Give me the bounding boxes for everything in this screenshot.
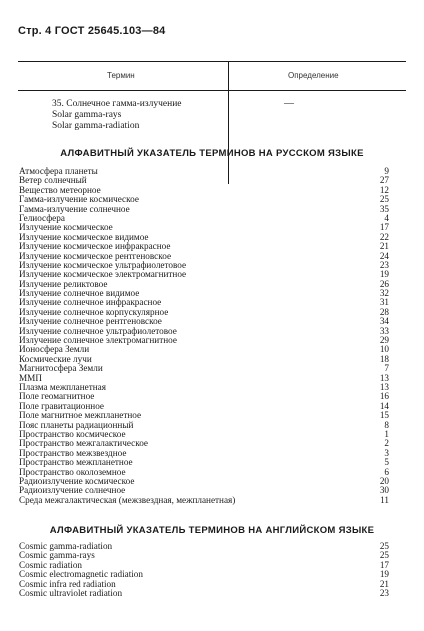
- index-term: Излучение космическое ультрафиолетовое: [19, 259, 187, 270]
- index-term: Гамма-излучение космическое: [19, 194, 139, 205]
- index-term: Вещество метеорное: [19, 184, 101, 195]
- index-number: 20: [379, 475, 389, 486]
- index-term: Излучение космическое видимое: [19, 231, 149, 242]
- index-term: Cosmic infra red radiation: [19, 578, 116, 589]
- index-number: 16: [379, 391, 389, 402]
- index-term: Пояс планеты радиационный: [19, 419, 134, 430]
- index-number: 26: [379, 278, 389, 289]
- index-number: 13: [379, 381, 389, 392]
- index-number: 10: [379, 344, 389, 355]
- index-term: Излучение солнечное ультрафиолетовое: [19, 325, 177, 336]
- index-term: Ионосфера Земли: [19, 344, 90, 355]
- index-term: Излучение солнечное электромагнитное: [19, 335, 177, 346]
- index-number: 3: [384, 447, 389, 458]
- index-term: Cosmic electromagnetic radiation: [19, 569, 143, 580]
- index-term: Поле геомагнитное: [19, 391, 95, 402]
- index-term: Ветер солнечный: [19, 175, 87, 186]
- index-number: 23: [379, 259, 389, 270]
- index-number: 35: [379, 203, 389, 214]
- index-entry: [19, 205, 389, 214]
- index-entry: [19, 364, 389, 373]
- table-top-rule: [18, 61, 406, 62]
- column-header-term: Термин: [107, 71, 135, 80]
- index-number: 1: [384, 428, 389, 439]
- index-number: 24: [379, 250, 389, 261]
- index-number: 28: [379, 306, 389, 317]
- index-term: Излучение реликтовое: [19, 278, 108, 289]
- index-entry: [19, 589, 389, 598]
- index-term: Излучение солнечное корпускулярное: [19, 306, 169, 317]
- index-term: Гелиосфера: [19, 212, 65, 223]
- index-number: 9: [384, 166, 389, 176]
- table-column-divider: [228, 61, 229, 184]
- index-term: Пространство околоземное: [19, 466, 126, 477]
- index-term: Излучение космическое инфракрасное: [19, 241, 171, 252]
- english-index-list: [19, 542, 389, 598]
- index-term: Плазма межпланетная: [19, 381, 106, 392]
- index-number: 6: [384, 466, 389, 477]
- index-term: Радиоизлучение космическое: [19, 475, 135, 486]
- index-term: Излучение солнечное видимое: [19, 288, 140, 299]
- table-entry-line: Solar gamma-radiation: [52, 121, 140, 131]
- index-number: 7: [384, 363, 389, 374]
- index-term: Магнитосфера Земли: [19, 363, 103, 374]
- column-header-definition: Определение: [288, 71, 339, 80]
- index-term: Среда межгалактическая (межзвездная, межпланетная): [19, 494, 236, 505]
- index-number: 30: [379, 485, 389, 496]
- index-term: Cosmic gamma-radiation: [19, 541, 113, 551]
- index-number: 25: [379, 194, 389, 205]
- index-term: Cosmic gamma-rays: [19, 550, 95, 561]
- index-number: 27: [379, 175, 389, 186]
- table-entry-line: Solar gamma-rays: [52, 110, 122, 120]
- index-number: 23: [379, 587, 389, 598]
- index-number: 17: [379, 559, 389, 570]
- index-term: Атмосфера планеты: [19, 166, 98, 176]
- index-number: 25: [379, 550, 389, 561]
- index-term: Излучение космическое рентгеновское: [19, 250, 172, 261]
- index-term: Гамма-излучение солнечное: [19, 203, 130, 214]
- index-number: 31: [379, 297, 389, 308]
- table-entry-line: 35. Солнечное гамма-излучение: [52, 99, 182, 109]
- index-term: Излучение солнечное рентгеновское: [19, 316, 162, 327]
- index-term: Пространство космическое: [19, 428, 126, 439]
- index-number: 12: [379, 184, 389, 195]
- index-number: 15: [379, 410, 389, 421]
- index-number: 13: [379, 372, 389, 383]
- russian-index-list: [19, 167, 389, 505]
- index-number: 25: [379, 541, 389, 551]
- index-number: 22: [379, 231, 389, 242]
- index-number: 18: [379, 353, 389, 364]
- index-term: Cosmic ultraviolet radiation: [19, 587, 123, 598]
- index-term: Излучение космическое электромагнитное: [19, 269, 187, 280]
- index-number: 5: [384, 457, 389, 468]
- index-entry: [19, 496, 389, 505]
- page-header: Стр. 4 ГОСТ 25645.103—84: [18, 25, 166, 37]
- index-term: ММП: [19, 372, 42, 383]
- index-number: 34: [379, 316, 389, 327]
- index-number: 19: [379, 569, 389, 580]
- index-number: 32: [379, 288, 389, 299]
- index-term: Пространство межпланетное: [19, 457, 133, 468]
- index-number: 2: [384, 438, 389, 449]
- index-number: 19: [379, 269, 389, 280]
- index-number: 8: [384, 419, 389, 430]
- index-term: Излучение космическое: [19, 222, 113, 233]
- index-number: 21: [379, 578, 389, 589]
- index-number: 11: [380, 494, 389, 505]
- index-term: Космические лучи: [19, 353, 92, 364]
- index-term: Cosmic radiation: [19, 559, 83, 570]
- index-number: 21: [379, 241, 389, 252]
- table-header-rule: [18, 90, 406, 91]
- table-definition: —: [284, 98, 294, 109]
- english-index-title: АЛФАВИТНЫЙ УКАЗАТЕЛЬ ТЕРМИНОВ НА АНГЛИЙСКОМ ЯЗЫКЕ: [49, 525, 375, 536]
- index-number: 17: [379, 222, 389, 233]
- index-term: Поле магнитное межпланетное: [19, 410, 142, 421]
- index-number: 29: [379, 335, 389, 346]
- index-term: Пространство межгалактическое: [19, 438, 148, 449]
- russian-index-title: АЛФАВИТНЫЙ УКАЗАТЕЛЬ ТЕРМИНОВ НА РУССКОМ ЯЗЫКЕ: [60, 148, 364, 159]
- index-term: Излучение солнечное инфракрасное: [19, 297, 162, 308]
- index-number: 4: [384, 212, 389, 223]
- index-number: 14: [379, 400, 389, 411]
- index-number: 33: [379, 325, 389, 336]
- index-term: Радиоизлучение солнечное: [19, 485, 126, 496]
- index-term: Поле гравитационное: [19, 400, 105, 411]
- index-term: Пространство межзвездное: [19, 447, 127, 458]
